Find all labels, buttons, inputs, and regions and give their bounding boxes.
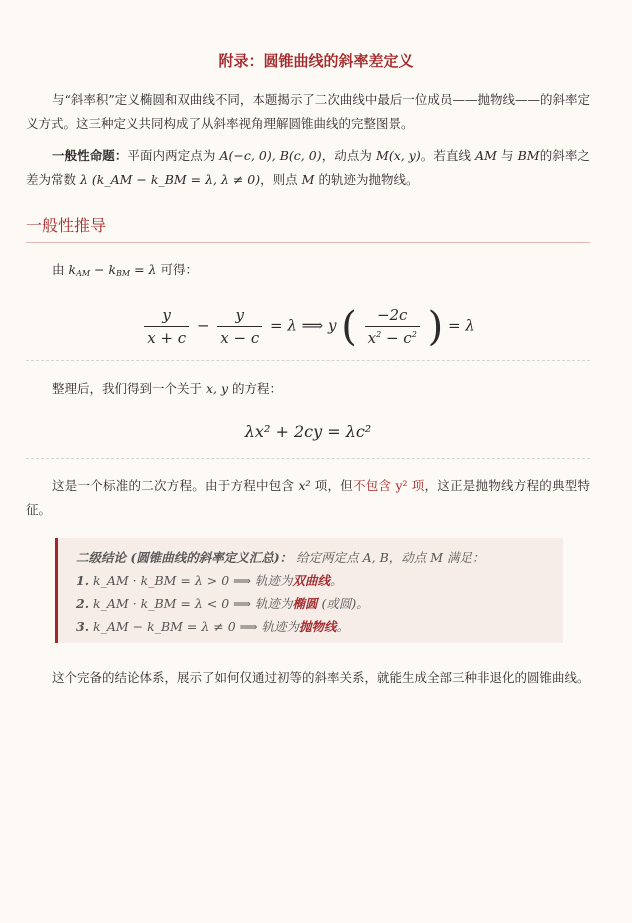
proposition-text: 的轨迹为抛物线。 bbox=[318, 172, 419, 187]
summary-item-1 bbox=[76, 571, 556, 591]
derivation-step1 bbox=[26, 258, 590, 286]
proposition-text: ，动点为 bbox=[321, 148, 372, 163]
summary-title: 二级结论 (圆锥曲线的斜率定义汇总)： bbox=[76, 550, 293, 565]
summary-item-2 bbox=[76, 594, 556, 614]
curve-type: 抛物线 bbox=[299, 619, 337, 634]
item-expression: k_AM · k_BM = λ < 0 ⟹ bbox=[93, 596, 252, 611]
summary-title-line bbox=[76, 548, 556, 568]
intro-paragraph: 与“斜率积”定义椭圆和双曲线不同，本题揭示了二次曲线中最后一位成员——抛物线——的斜率定义方式。这三种定义共同构成了从斜率视角理解圆锥曲线的完整图景。 bbox=[26, 92, 590, 131]
fraction: $\frac{-2c}{x^2 - c^2}$ bbox=[365, 306, 420, 347]
summary-item-3 bbox=[76, 617, 556, 637]
step-text: 项，但 bbox=[314, 478, 353, 493]
item-text: (或圆)。 bbox=[317, 596, 369, 611]
proposition-text: 平面内两定点为 bbox=[127, 148, 216, 163]
line-am: AM bbox=[475, 148, 497, 163]
item-expression: k_AM − k_BM = λ ≠ 0 ⟹ bbox=[93, 619, 258, 634]
fraction: $\frac{y}{x - c}$ bbox=[217, 306, 262, 347]
proposition-paragraph bbox=[26, 144, 590, 192]
implies-symbol: ⟹ bbox=[301, 316, 324, 335]
no-y-squared-highlight: 不包含 y² 项 bbox=[352, 478, 425, 493]
proposition-text: 。若直线 bbox=[420, 148, 472, 163]
conclusion-paragraph: 这个完备的结论体系，展示了如何仅通过初等的斜率关系，就能生成全部三种非退化的圆锥曲线。 bbox=[52, 670, 590, 685]
proposition-label: 一般性命题： bbox=[52, 148, 128, 163]
step-text: 整理后，我们得到一个关于 bbox=[52, 381, 203, 396]
left-paren: ( bbox=[341, 303, 357, 350]
item-text: 。 bbox=[330, 573, 343, 588]
summary-lead: 给定两定点 A, B，动点 M 满足： bbox=[296, 550, 485, 565]
item-text: 轨迹为 bbox=[255, 573, 293, 588]
variables-xy: x, y bbox=[206, 381, 229, 396]
condition-expr: (k_AM − k_BM = λ, λ ≠ 0) bbox=[91, 172, 261, 187]
item-expression: k_AM · k_BM = λ > 0 ⟹ bbox=[93, 573, 252, 588]
separator bbox=[26, 458, 590, 459]
slope-diff-expr: $k_{AM} - k_{BM} = \lambda$ bbox=[68, 262, 157, 278]
fraction: $\frac{y}{x + c}$ bbox=[144, 306, 189, 347]
separator bbox=[26, 360, 590, 361]
x-squared: x² bbox=[298, 478, 311, 493]
lambda-symbol: λ bbox=[80, 172, 88, 187]
derivation-step3 bbox=[26, 474, 590, 522]
step-text: 的方程： bbox=[232, 381, 283, 396]
point-m-ref: M bbox=[301, 172, 315, 187]
right-paren: ) bbox=[427, 303, 444, 350]
step-text: 可得： bbox=[160, 262, 198, 277]
proposition-text: 的斜率之差为常数 bbox=[26, 148, 590, 187]
item-text: 。 bbox=[336, 619, 350, 634]
summary-callout bbox=[55, 538, 563, 643]
section-heading: 一般性推导 bbox=[26, 213, 590, 243]
step-text: 由 bbox=[52, 262, 65, 277]
proposition-text: ，则点 bbox=[260, 172, 298, 187]
item-text: 轨迹为 bbox=[261, 619, 300, 634]
curve-type: 椭圆 bbox=[292, 596, 318, 611]
line-bm: BM bbox=[517, 148, 540, 163]
equation-1: $\frac{y}{x + c}$ − $\frac{y}{x - c}$ = λ ⟹ y ( $\frac{-2c}{x^2 - c^2}$ ) = λ bbox=[26, 306, 590, 347]
step-text: 这是一个标准的二次方程。由于方程中包含 bbox=[52, 478, 295, 493]
curve-type: 双曲线 bbox=[292, 573, 331, 588]
item-number: 3. bbox=[76, 619, 90, 634]
page-title: 附录：圆锥曲线的斜率差定义 bbox=[218, 52, 414, 70]
item-text: 轨迹为 bbox=[255, 596, 293, 611]
proposition-text: 与 bbox=[501, 148, 514, 163]
derivation-step2 bbox=[26, 377, 590, 401]
point-m: M(x, y) bbox=[376, 148, 421, 163]
item-number: 1. bbox=[76, 573, 90, 588]
equation-2: λx² + 2cy = λc² bbox=[244, 422, 372, 441]
points-ab: A(−c, 0), B(c, 0) bbox=[219, 148, 322, 163]
step-text: ，这正是抛物线方程的典型特征。 bbox=[26, 478, 590, 517]
item-number: 2. bbox=[76, 596, 90, 611]
